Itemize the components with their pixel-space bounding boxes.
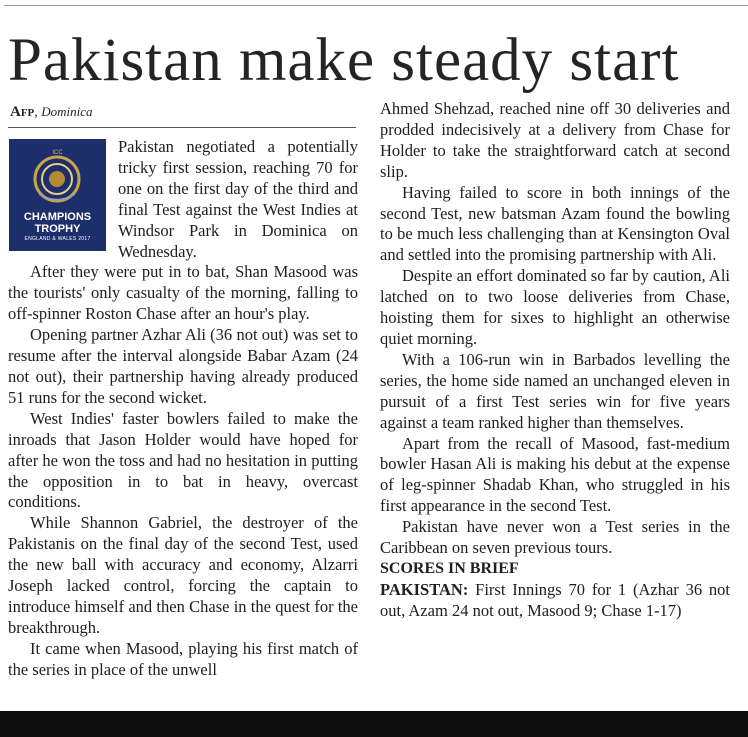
article-column-2 bbox=[380, 99, 730, 622]
byline-rule bbox=[8, 127, 356, 128]
paragraph: Despite an effort dominated so far by caution, Ali latched on to two loose deliveries from Chase, hoisting them for sixes to highlight an otherwise quiet morning. bbox=[380, 266, 730, 348]
headline: Pakistan make steady start bbox=[8, 27, 680, 94]
logo-org: ICC bbox=[52, 150, 63, 156]
bottom-edge bbox=[0, 711, 748, 737]
paragraph: Having failed to score in both innings of the second Test, new batsman Azam found the bowling to be much less challenging than at Kensington Oval and settled into the promising partnership with Ali. bbox=[380, 182, 730, 265]
paragraph: West Indies' faster bowlers failed to make the inroads that Jason Holder would have hoped for after he won the toss and had no hesitation in putting the opposition in to bat in heavy, overcast conditions. bbox=[8, 408, 358, 512]
scores-heading: SCORES IN BRIEF bbox=[380, 559, 519, 577]
champions-trophy-logo bbox=[9, 139, 106, 251]
logo-line-3: ENGLAND & WALES 2017 bbox=[24, 236, 91, 242]
paragraph: Opening partner Azhar Ali (36 not out) was set to resume after the interval alongside Babar Azam (24 not out), their partnership having already produced 51 runs for the second wicket. bbox=[8, 325, 358, 407]
paragraph: Pakistan negotiated a potentially tricky first session, reaching 70 for one on the first day of the third and final Test against the West Indies at Windsor Park in Dominica on Wednesday. bbox=[118, 137, 358, 261]
paragraph: With a 106-run win in Barbados levelling the series, the home side named an unchanged eleven in pursuit of a first Test series win for five years against a team ranked higher than themselves. bbox=[380, 349, 730, 432]
byline bbox=[10, 104, 93, 121]
paragraph: Apart from the recall of Masood, fast-medium bowler Hasan Ali is making his debut at the expense of leg-spinner Shadab Khan, who struggled in his first appearance in the second Test. bbox=[380, 433, 730, 516]
logo-line-2: TROPHY bbox=[34, 223, 81, 235]
scores-team: PAKISTAN: bbox=[380, 579, 469, 599]
byline-separator: , bbox=[34, 105, 38, 120]
scores-line bbox=[380, 580, 730, 622]
paragraph: It came when Masood, playing his first match of the series in place of the unwell bbox=[8, 638, 358, 679]
article-column-1 bbox=[8, 137, 358, 681]
logo-line-1: CHAMPIONS bbox=[23, 211, 92, 223]
scores-text: First Innings 70 for 1 (Azhar 36 not out, Azam 24 not out, Masood 9; Chase 1-17) bbox=[380, 579, 731, 620]
byline-source: Afp bbox=[10, 104, 35, 120]
byline-place: Dominica bbox=[41, 104, 93, 119]
top-rule bbox=[4, 5, 748, 6]
paragraph: Pakistan have never won a Test series in the Caribbean on seven previous tours. bbox=[380, 517, 730, 558]
paragraph: While Shannon Gabriel, the destroyer of the Pakistanis on the final day of the second Test, used the new ball with accuracy and economy, Alzarri Joseph lacked control, forcing the captain to introduce himself and then Chase in the quest for the breakthrough. bbox=[8, 513, 358, 637]
paragraph: After they were put in to bat, Shan Masood was the tourists' only casualty of the morning, falling to off-spinner Roston Chase after an hour's play. bbox=[8, 262, 358, 324]
paragraph: Ahmed Shehzad, reached nine off 30 deliveries and prodded indecisively at a delivery from Chase for Holder to take the straightforward catch at second slip. bbox=[380, 99, 730, 181]
